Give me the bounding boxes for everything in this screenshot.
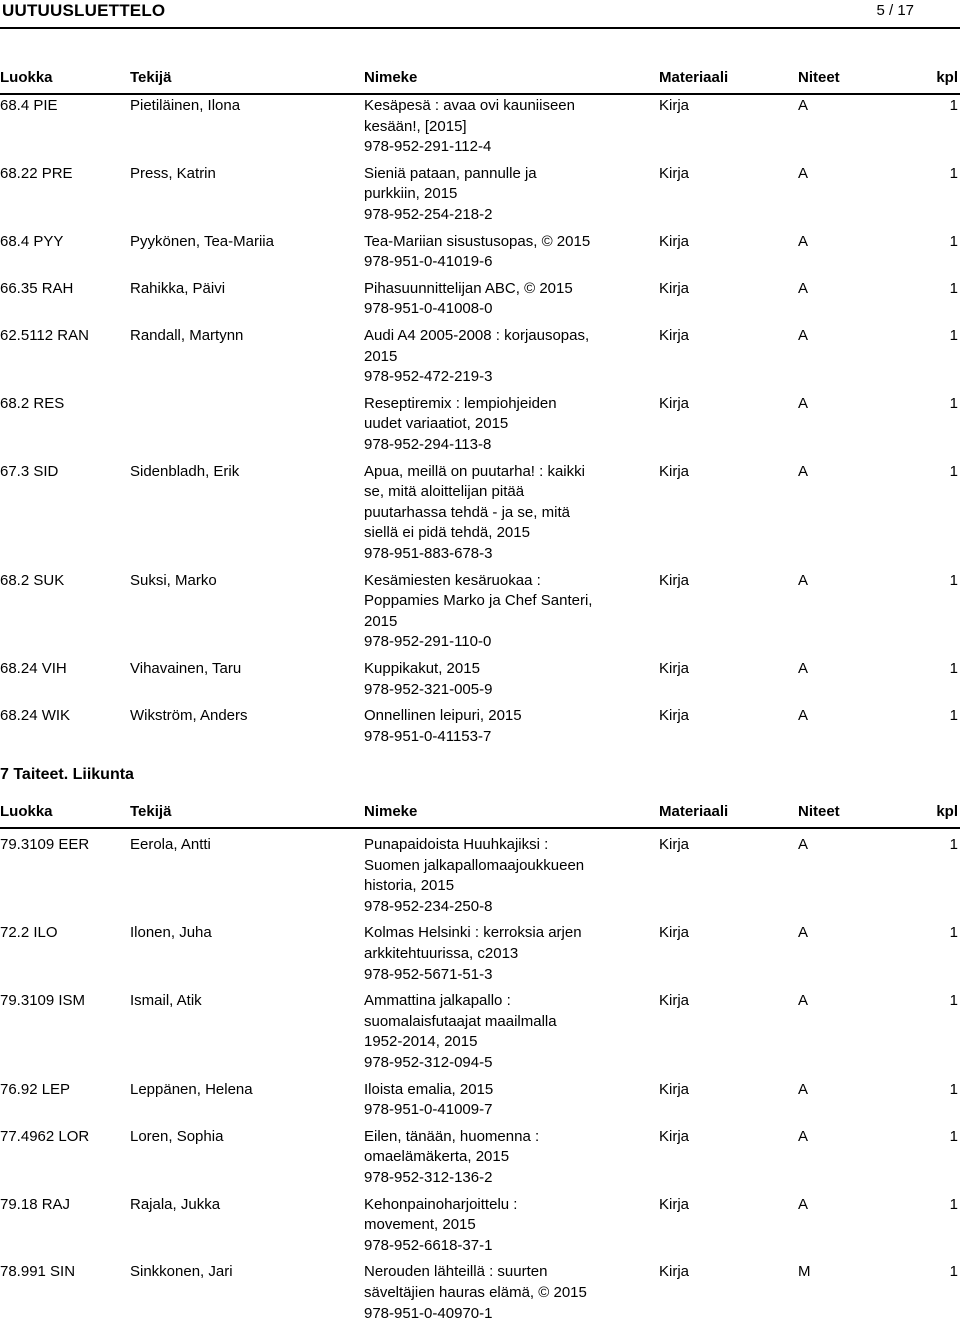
- cell-tekija: Ilonen, Juha: [130, 924, 212, 942]
- nimeke-line: 978-952-321-005-9: [364, 680, 493, 698]
- cell-kpl: 1: [949, 1127, 958, 1145]
- cell-materiaali: Kirja: [659, 279, 690, 297]
- cell-luokka: 66.35 RAH: [0, 279, 74, 297]
- col-luokka: Luokka: [0, 69, 53, 86]
- col-materiaali: Materiaali: [659, 69, 729, 86]
- cell-niteet: A: [798, 1195, 809, 1213]
- cell-kpl: 1: [949, 660, 958, 677]
- cell-nimeke: [364, 706, 624, 747]
- nimeke-line: Eilen, tänään, huomenna :: [364, 1127, 540, 1145]
- nimeke-line: 2015: [364, 612, 398, 630]
- nimeke-line: 978-952-6618-37-1: [364, 1236, 493, 1254]
- cell-tekija: Rajala, Jukka: [130, 1195, 221, 1213]
- cell-tekija: Suksi, Marko: [130, 571, 217, 589]
- cell-luokka: 68.4 PIE: [0, 97, 58, 114]
- cell-materiaali: Kirja: [659, 97, 690, 114]
- cell-nimeke: [364, 1195, 624, 1257]
- cell-tekija: Loren, Sophia: [130, 1127, 224, 1145]
- nimeke-line: Reseptiremix : lempiohjeiden: [364, 394, 557, 412]
- cell-tekija: Ismail, Atik: [130, 992, 202, 1010]
- cell-nimeke: [364, 835, 624, 917]
- nimeke-line: historia, 2015: [364, 877, 455, 895]
- col-tekija: Tekijä: [130, 69, 172, 86]
- nimeke-line: movement, 2015: [364, 1216, 476, 1234]
- cell-tekija: Randall, Martynn: [130, 327, 244, 344]
- nimeke-line: säveltäjien hauras elämä, © 2015: [364, 1283, 587, 1301]
- cell-luokka: 68.24 VIH: [0, 660, 67, 677]
- nimeke-line: kesään!, [2015]: [364, 117, 467, 135]
- cell-kpl: 1: [949, 462, 958, 480]
- cell-materiaali: Kirja: [659, 992, 690, 1010]
- cell-niteet: M: [798, 1263, 811, 1281]
- cell-materiaali: Kirja: [659, 1127, 690, 1145]
- header-rule: [0, 827, 960, 829]
- cell-niteet: A: [798, 327, 809, 344]
- nimeke-line: 978-952-254-218-2: [364, 205, 493, 223]
- cell-nimeke: [364, 1262, 624, 1324]
- cell-luokka: 68.4 PYY: [0, 232, 64, 250]
- cell-kpl: 1: [949, 1080, 958, 1098]
- cell-kpl: 1: [949, 836, 958, 853]
- cell-materiaali: Kirja: [659, 660, 690, 677]
- cell-kpl: 1: [949, 992, 958, 1010]
- cell-nimeke: [364, 326, 624, 388]
- page-title: UUTUUSLUETTELO: [2, 1, 166, 20]
- cell-niteet: A: [798, 836, 809, 853]
- nimeke-line: Suomen jalkapallomaajoukkueen: [364, 856, 585, 874]
- nimeke-line: 2015: [364, 347, 398, 365]
- nimeke-line: 978-952-312-136-2: [364, 1168, 493, 1186]
- cell-kpl: 1: [949, 1195, 958, 1213]
- nimeke-line: 978-952-291-110-0: [364, 633, 492, 651]
- col-kpl: kpl: [936, 69, 958, 86]
- cell-materiaali: Kirja: [659, 164, 690, 182]
- nimeke-line: purkkiin, 2015: [364, 185, 458, 203]
- nimeke-line: 978-951-0-41153-7: [364, 727, 492, 745]
- cell-kpl: 1: [949, 707, 958, 725]
- cell-nimeke: [364, 394, 624, 456]
- cell-tekija: Pyykönen, Tea-Mariia: [130, 232, 274, 250]
- cell-luokka: 72.2 ILO: [0, 924, 58, 942]
- cell-tekija: Sinkkonen, Jari: [130, 1263, 233, 1281]
- col-niteet: Niteet: [798, 803, 840, 820]
- nimeke-line: 978-952-291-112-4: [364, 138, 492, 156]
- nimeke-line: 978-951-0-40970-1: [364, 1304, 493, 1322]
- nimeke-line: Kehonpainoharjoittelu :: [364, 1195, 518, 1213]
- cell-niteet: A: [798, 394, 809, 412]
- cell-tekija: Wikström, Anders: [130, 707, 248, 725]
- nimeke-line: arkkitehtuurissa, c2013: [364, 944, 519, 962]
- cell-luokka: 68.2 RES: [0, 394, 65, 412]
- nimeke-line: suomalaisfutaajat maailmalla: [364, 1012, 557, 1030]
- nimeke-line: 978-951-0-41009-7: [364, 1101, 493, 1119]
- top-rule: [0, 27, 960, 29]
- cell-niteet: A: [798, 279, 809, 297]
- cell-luokka: 67.3 SID: [0, 462, 59, 480]
- cell-kpl: 1: [949, 327, 958, 344]
- nimeke-line: 978-951-883-678-3: [364, 544, 493, 562]
- header-rule: [0, 93, 960, 95]
- col-kpl: kpl: [936, 803, 958, 820]
- cell-luokka: 79.3109 ISM: [0, 992, 86, 1010]
- cell-materiaali: Kirja: [659, 1263, 690, 1281]
- cell-materiaali: Kirja: [659, 836, 690, 853]
- cell-kpl: 1: [949, 279, 958, 297]
- cell-niteet: A: [798, 462, 809, 480]
- cell-kpl: 1: [949, 97, 958, 114]
- cell-niteet: A: [798, 232, 809, 250]
- col-niteet: Niteet: [798, 69, 840, 86]
- cell-materiaali: Kirja: [659, 327, 690, 344]
- cell-niteet: A: [798, 707, 809, 725]
- nimeke-line: Onnellinen leipuri, 2015: [364, 707, 522, 725]
- nimeke-line: Kesämiesten kesäruokaa :: [364, 571, 541, 589]
- nimeke-line: Kuppikakut, 2015: [364, 660, 480, 677]
- nimeke-line: 1952-2014, 2015: [364, 1033, 478, 1051]
- cell-nimeke: [364, 1080, 624, 1121]
- cell-luokka: 68.22 PRE: [0, 164, 73, 182]
- cell-luokka: 78.991 SIN: [0, 1263, 76, 1281]
- cell-nimeke: [364, 659, 624, 700]
- cell-niteet: A: [798, 97, 809, 114]
- page-number: 5 / 17: [876, 2, 914, 19]
- nimeke-line: Pihasuunnittelijan ABC, © 2015: [364, 279, 573, 297]
- nimeke-line: se, mitä aloittelijan pitää: [364, 483, 525, 501]
- cell-materiaali: Kirja: [659, 394, 690, 412]
- nimeke-line: 978-951-0-41008-0: [364, 300, 493, 318]
- cell-luokka: 76.92 LEP: [0, 1080, 71, 1098]
- cell-tekija: Eerola, Antti: [130, 836, 211, 853]
- nimeke-line: Tea-Mariian sisustusopas, © 2015: [364, 232, 591, 250]
- cell-materiaali: Kirja: [659, 1080, 690, 1098]
- cell-nimeke: [364, 571, 624, 653]
- cell-nimeke: [364, 96, 624, 158]
- cell-niteet: A: [798, 571, 809, 589]
- cell-kpl: 1: [949, 1263, 958, 1281]
- cell-luokka: 62.5112 RAN: [0, 327, 89, 344]
- cell-tekija: Rahikka, Päivi: [130, 279, 226, 297]
- nimeke-line: Ammattina jalkapallo :: [364, 992, 511, 1010]
- cell-materiaali: Kirja: [659, 707, 690, 725]
- nimeke-line: Punapaidoista Huuhkajiksi :: [364, 836, 549, 853]
- cell-materiaali: Kirja: [659, 462, 690, 480]
- cell-materiaali: Kirja: [659, 232, 690, 250]
- cell-nimeke: [364, 232, 624, 273]
- cell-nimeke: [364, 1127, 624, 1189]
- cell-tekija: Vihavainen, Taru: [130, 660, 242, 677]
- nimeke-line: Sieniä pataan, pannulle ja: [364, 164, 537, 182]
- nimeke-line: siellä ei pidä tehdä, 2015: [364, 524, 530, 542]
- cell-tekija: Pietiläinen, Ilona: [130, 97, 241, 114]
- nimeke-line: Apua, meillä on puutarha! : kaikki: [364, 462, 585, 480]
- cell-kpl: 1: [949, 164, 958, 182]
- cell-niteet: A: [798, 1127, 809, 1145]
- nimeke-line: Poppamies Marko ja Chef Santeri,: [364, 592, 593, 610]
- cell-luokka: 79.18 RAJ: [0, 1195, 71, 1213]
- table-header: [0, 69, 960, 89]
- section-title: 7 Taiteet. Liikunta: [0, 766, 134, 783]
- cell-tekija: Sidenbladh, Erik: [130, 462, 240, 480]
- cell-luokka: 77.4962 LOR: [0, 1127, 90, 1145]
- col-luokka: Luokka: [0, 803, 53, 820]
- cell-niteet: A: [798, 992, 809, 1010]
- cell-nimeke: [364, 923, 624, 985]
- nimeke-line: Audi A4 2005-2008 : korjausopas,: [364, 327, 590, 344]
- cell-tekija: Press, Katrin: [130, 164, 216, 182]
- cell-kpl: 1: [949, 571, 958, 589]
- table-header: [0, 803, 960, 823]
- cell-nimeke: [364, 164, 624, 226]
- nimeke-line: puutarhassa tehdä - ja se, mitä: [364, 503, 570, 521]
- nimeke-line: Iloista emalia, 2015: [364, 1080, 494, 1098]
- nimeke-line: 978-952-5671-51-3: [364, 965, 493, 983]
- cell-kpl: 1: [949, 924, 958, 942]
- cell-niteet: A: [798, 660, 809, 677]
- cell-kpl: 1: [949, 232, 958, 250]
- col-nimeke: Nimeke: [364, 69, 418, 86]
- cell-niteet: A: [798, 1080, 809, 1098]
- cell-luokka: 79.3109 EER: [0, 836, 90, 853]
- cell-nimeke: [364, 462, 624, 565]
- cell-materiaali: Kirja: [659, 571, 690, 589]
- col-materiaali: Materiaali: [659, 803, 729, 820]
- col-tekija: Tekijä: [130, 803, 172, 820]
- col-nimeke: Nimeke: [364, 803, 418, 820]
- nimeke-line: omaelämäkerta, 2015: [364, 1148, 510, 1166]
- nimeke-line: Kolmas Helsinki : kerroksia arjen: [364, 924, 582, 942]
- cell-luokka: 68.2 SUK: [0, 571, 65, 589]
- cell-nimeke: [364, 279, 624, 320]
- nimeke-line: 978-952-294-113-8: [364, 435, 492, 453]
- cell-kpl: 1: [949, 394, 958, 412]
- nimeke-line: 978-952-234-250-8: [364, 897, 493, 915]
- cell-materiaali: Kirja: [659, 924, 690, 942]
- cell-materiaali: Kirja: [659, 1195, 690, 1213]
- nimeke-line: 978-952-312-094-5: [364, 1053, 493, 1071]
- nimeke-line: 978-951-0-41019-6: [364, 253, 493, 271]
- cell-niteet: A: [798, 924, 809, 942]
- nimeke-line: Nerouden lähteillä : suurten: [364, 1263, 548, 1281]
- nimeke-line: uudet variaatiot, 2015: [364, 415, 509, 433]
- cell-nimeke: [364, 991, 624, 1073]
- nimeke-line: 978-952-472-219-3: [364, 368, 493, 386]
- cell-niteet: A: [798, 164, 809, 182]
- nimeke-line: Kesäpesä : avaa ovi kauniiseen: [364, 97, 575, 114]
- cell-tekija: Leppänen, Helena: [130, 1080, 253, 1098]
- cell-luokka: 68.24 WIK: [0, 707, 71, 725]
